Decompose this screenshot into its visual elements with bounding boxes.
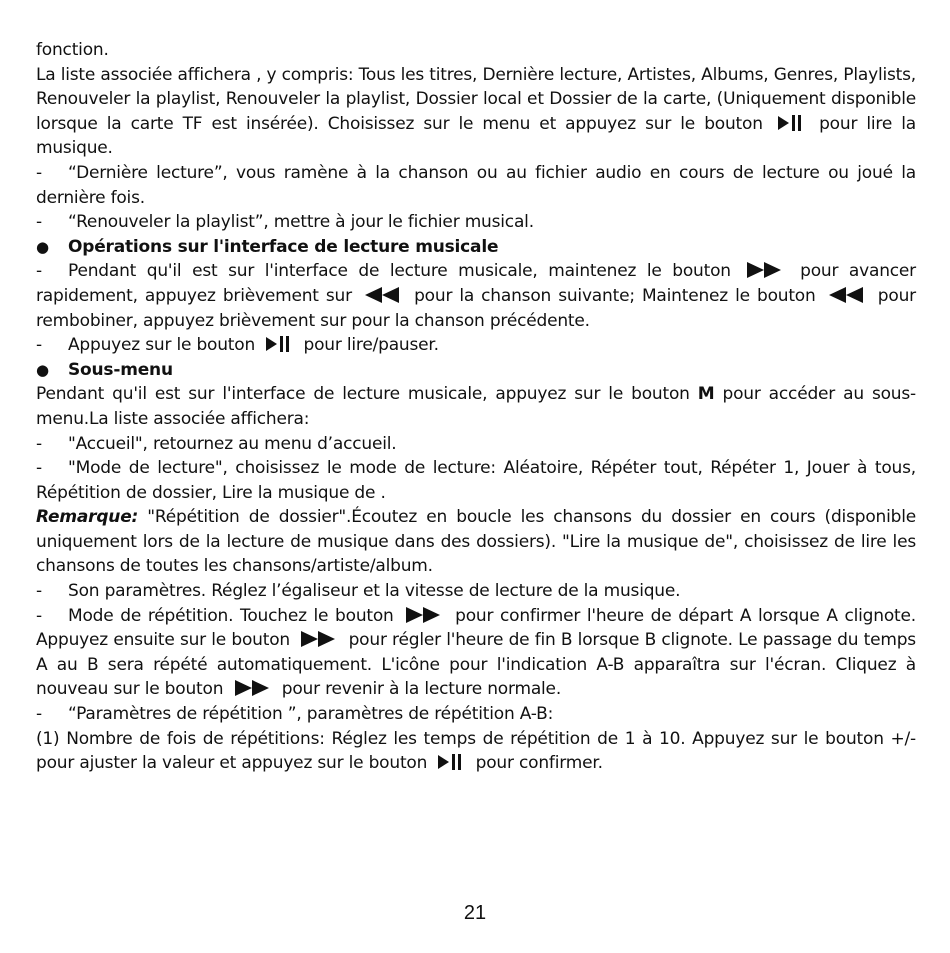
dash-marker: - [36, 704, 42, 725]
section-heading [36, 235, 916, 260]
list-item [36, 604, 916, 702]
dash-marker: - [36, 605, 42, 626]
text: pour revenir à la lecture normale. [281, 679, 562, 700]
page-number: 21 [463, 902, 487, 924]
text: pour régler l'heure de fin B lorsque B clignote. Le passage du temps A au B sera répété automatiquement. L'icône pour l'indication A-B apparaîtra sur l'écran. Cliquez à nouveau sur le bouton [36, 630, 916, 700]
text: Mode de répétition. Touchez le bouton [68, 605, 394, 626]
text: "Répétition de dossier".Écoutez en boucle les chansons du dossier en cours (disponible uniquement lors de la lecture de musique dans des dossiers). "Lire la musique de", choisissez de lire les chansons de toutes les chansons/artiste/album. [36, 507, 916, 577]
text: Pendant qu'il est sur l'interface de lecture musicale, appuyez sur le bouton [36, 384, 690, 405]
list-item [36, 259, 916, 333]
remark [36, 505, 916, 579]
list-item [36, 161, 916, 210]
list-item [36, 333, 916, 358]
text: Son paramètres. Réglez l’égaliseur et la vitesse de lecture de la musique. [68, 581, 681, 602]
text: pour lire/pauser. [303, 335, 439, 356]
text: fonction. [36, 40, 109, 60]
text: pour avancer rapidement, appuyez brièvement sur [36, 261, 916, 306]
dash-marker: - [36, 212, 42, 233]
heading-text: Sous-menu [68, 359, 173, 380]
document-body [36, 38, 916, 776]
remark-label: Remarque: [36, 507, 139, 528]
list-item [36, 579, 916, 604]
text: “Dernière lecture”, vous ramène à la chanson ou au fichier audio en cours de lecture ou joué la dernière fois. [36, 162, 916, 208]
text: "Accueil", retournez au menu d’accueil. [68, 433, 397, 454]
text: La liste associée affichera , y compris: Tous les titres, Dernière lecture, Artistes, Albums, Genres, Playlists, Renouveler la playlist, Renouveler la playlist, Dossier local et Dossier de la carte, (Uniquement disponible lorsque la carte TF est insérée). Choisissez sur le menu et appuyez sur le bouton [36, 64, 916, 134]
m-button-label: M [697, 384, 715, 405]
fast-forward-icon [235, 679, 271, 697]
text: pour lire la musique. [36, 113, 916, 159]
dash-marker: - [36, 261, 42, 282]
dash-marker: - [36, 162, 42, 183]
fast-forward-icon [406, 606, 442, 624]
text: pour accéder au sous-menu.La liste associée affichera: [36, 384, 916, 429]
heading-text: Opérations sur l'interface de lecture musicale [68, 236, 499, 257]
text: Pendant qu'il est sur l'interface de lecture musicale, maintenez le bouton [68, 261, 731, 282]
list-item [36, 432, 916, 457]
text: Appuyez sur le bouton [68, 335, 256, 356]
paragraph [36, 38, 916, 63]
text: pour confirmer l'heure de départ A lorsque A clignote. Appuyez ensuite sur le bouton [36, 605, 916, 651]
fast-forward-icon [301, 630, 337, 648]
dash-marker: - [36, 335, 42, 356]
paragraph [36, 63, 916, 161]
text: pour rembobiner, appuyez brièvement sur pour la chanson précédente. [36, 285, 916, 331]
play-pause-icon [266, 335, 292, 353]
text: pour confirmer. [475, 753, 603, 774]
paragraph [36, 727, 916, 776]
list-item [36, 456, 916, 505]
text: (1) Nombre de fois de répétitions: Réglez les temps de répétition de 1 à 10. Appuyez sur le bouton +/-pour ajuster la valeur et appuyez sur le bouton [36, 728, 916, 774]
rewind-icon [365, 286, 401, 304]
play-pause-icon [778, 114, 804, 132]
text: pour la chanson suivante; Maintenez le bouton [414, 285, 816, 306]
dash-marker: - [36, 581, 42, 602]
rewind-icon [829, 286, 865, 304]
bullet-marker: ● [36, 237, 49, 256]
section-heading [36, 358, 916, 383]
paragraph [36, 382, 916, 431]
list-item [36, 702, 916, 727]
list-item [36, 210, 916, 235]
play-pause-icon [438, 753, 464, 771]
text: "Mode de lecture", choisissez le mode de lecture: Aléatoire, Répéter tout, Répéter 1, Jouer à tous, Répétition de dossier, Lire la musique de . [36, 458, 916, 503]
fast-forward-icon [747, 261, 783, 279]
dash-marker: - [36, 433, 42, 454]
text: “Renouveler la playlist”, mettre à jour le fichier musical. [68, 212, 534, 233]
bullet-marker: ● [36, 360, 49, 379]
text: “Paramètres de répétition ”, paramètres de répétition A-B: [68, 704, 554, 725]
dash-marker: - [36, 458, 42, 479]
